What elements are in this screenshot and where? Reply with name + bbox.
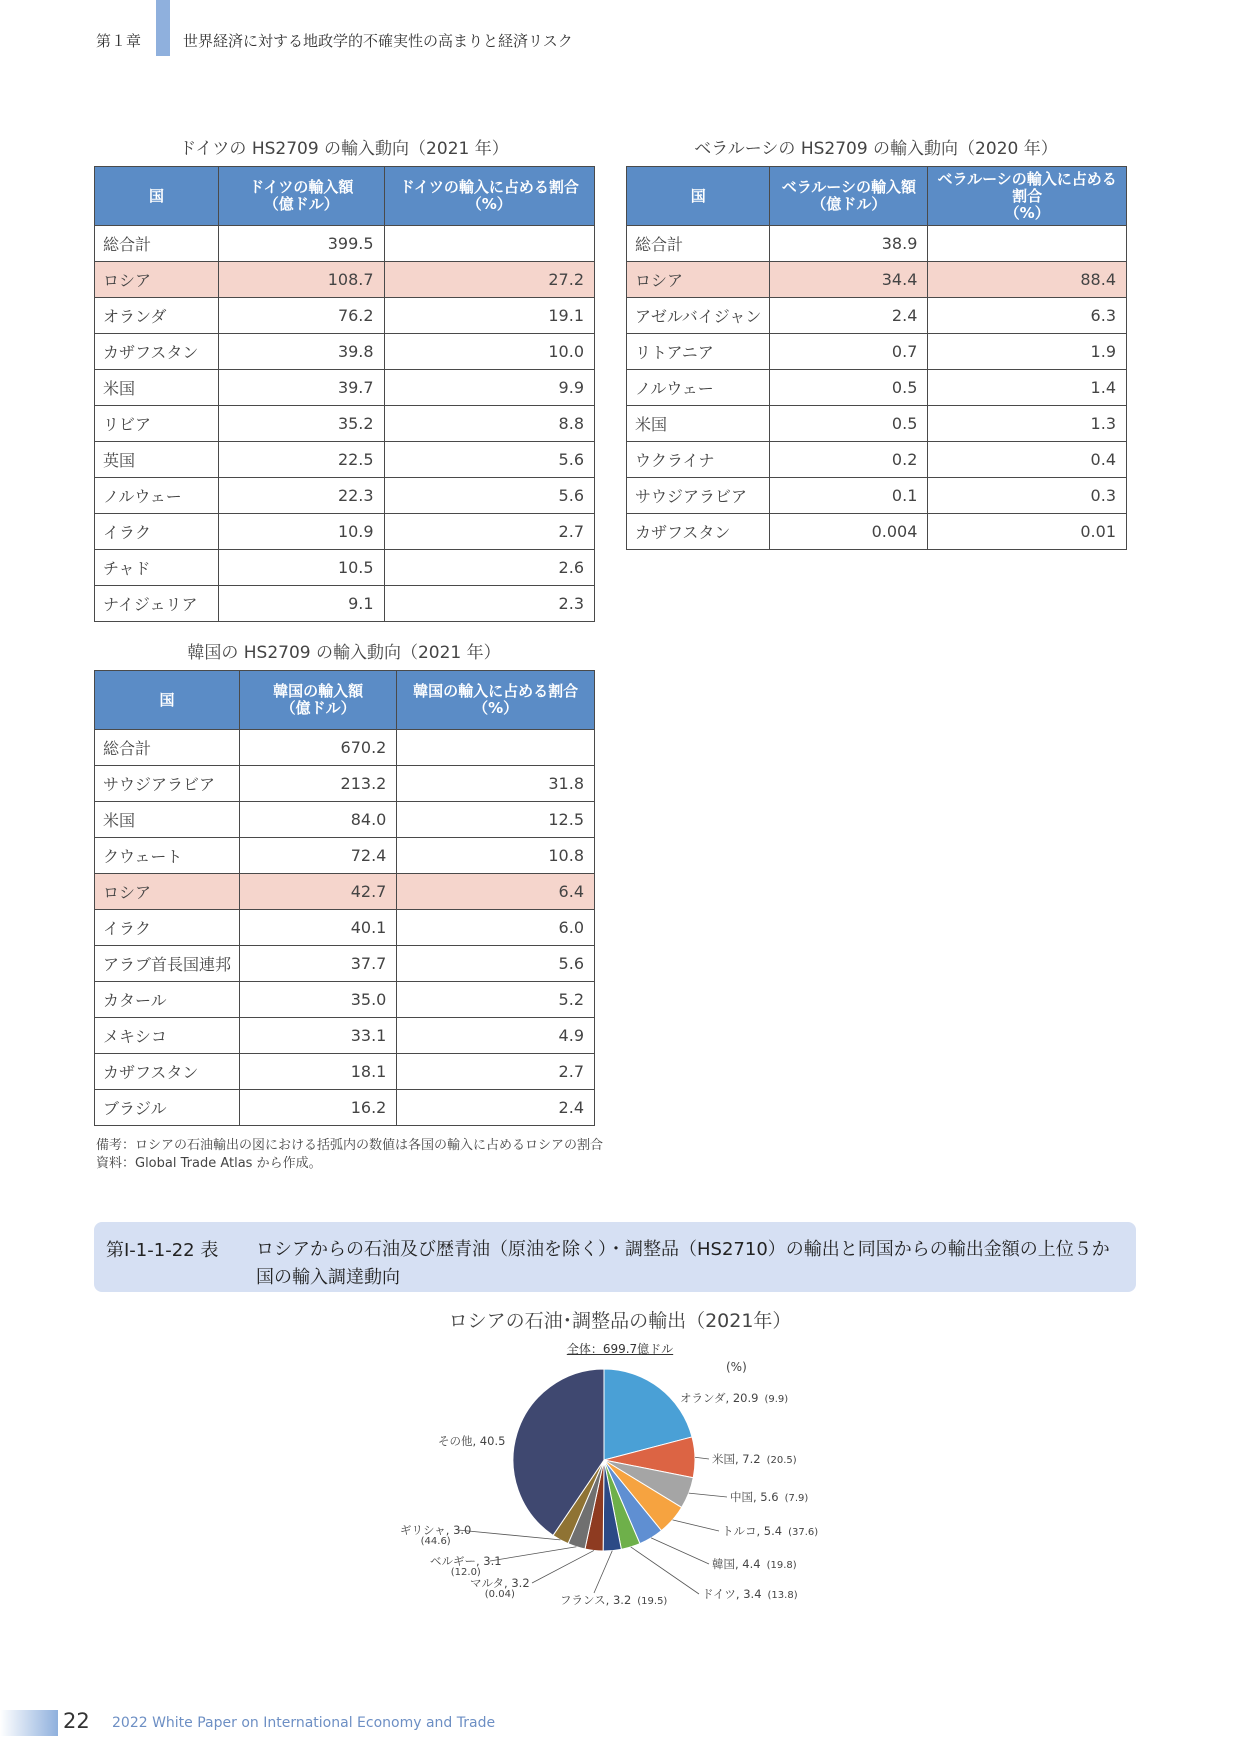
pie-unit: (%)	[726, 1360, 747, 1374]
table-caption: ロシアからの石油及び歴青油（原油を除く）・調整品（HS2710）の輸出と同国からの輸出金額の上位５か国の輸入調達動向	[256, 1239, 1110, 1288]
country-cell: 総合計	[95, 730, 240, 766]
share-cell: 6.0	[397, 910, 595, 946]
pie-label-share: (9.9)	[764, 1394, 789, 1405]
amount-cell: 38.9	[770, 226, 928, 262]
pie-label-share: (13.8)	[767, 1590, 798, 1601]
share-cell: 2.6	[384, 550, 594, 586]
share-cell: 2.7	[397, 1054, 595, 1090]
amount-cell: 0.7	[770, 334, 928, 370]
pie-leader-line-9	[458, 1530, 560, 1540]
pie-label-3	[722, 1523, 818, 1539]
belarus-header-2: ベラルーシの輸入に占める割合 （%）	[928, 167, 1127, 226]
country-cell: メキシコ	[95, 1018, 240, 1054]
country-cell: 米国	[95, 802, 240, 838]
pie-leader-line-5	[631, 1547, 699, 1594]
chapter-title: 世界経済に対する地政学的不確実性の高まりと経済リスク	[183, 32, 573, 50]
share-cell: 1.4	[928, 370, 1127, 406]
country-cell: イラク	[95, 514, 219, 550]
pie-leader-line-3	[672, 1520, 719, 1531]
country-cell: サウジアラビア	[95, 766, 240, 802]
pie-label-10	[438, 1433, 505, 1449]
korea-header-1: 韓国の輸入額 （億ドル）	[240, 671, 397, 730]
country-cell: オランダ	[95, 298, 219, 334]
share-cell: 5.6	[384, 478, 594, 514]
country-cell: アゼルバイジャン	[627, 298, 770, 334]
korea-table-title: 韓国の HS2709 の輸入動向（2021 年）	[187, 643, 501, 663]
country-cell: ロシア	[627, 262, 770, 298]
amount-cell: 16.2	[240, 1090, 397, 1126]
share-cell: 27.2	[384, 262, 594, 298]
share-cell: 2.4	[397, 1090, 595, 1126]
amount-cell: 0.004	[770, 514, 928, 550]
amount-cell: 9.1	[218, 586, 384, 622]
country-cell: リビア	[95, 406, 219, 442]
country-cell: カタール	[95, 982, 240, 1018]
amount-cell: 0.5	[770, 370, 928, 406]
country-cell: ロシア	[95, 874, 240, 910]
pie-label-0	[680, 1390, 788, 1406]
amount-cell: 213.2	[240, 766, 397, 802]
amount-cell: 10.9	[218, 514, 384, 550]
share-cell: 19.1	[384, 298, 594, 334]
country-cell: カザフスタン	[95, 1054, 240, 1090]
pie-label-share: (19.5)	[637, 1596, 668, 1607]
pie-label-share: (7.9)	[784, 1493, 809, 1504]
share-cell: 10.0	[384, 334, 594, 370]
amount-cell: 39.7	[218, 370, 384, 406]
country-cell: イラク	[95, 910, 240, 946]
share-cell: 0.4	[928, 442, 1127, 478]
share-cell: 31.8	[397, 766, 595, 802]
pie-label-7	[470, 1575, 530, 1600]
page-number: 22	[63, 1709, 90, 1733]
pie-label-name: ドイツ, 3.4	[702, 1587, 762, 1601]
amount-cell: 0.5	[770, 406, 928, 442]
pie-leader-line-2	[689, 1493, 727, 1497]
country-cell: カザフスタン	[627, 514, 770, 550]
pie-leader-line-4	[651, 1538, 709, 1564]
share-cell: 6.3	[928, 298, 1127, 334]
pie-label-name: オランダ, 20.9	[680, 1391, 759, 1405]
amount-cell: 33.1	[240, 1018, 397, 1054]
amount-cell: 34.4	[770, 262, 928, 298]
country-cell: チャド	[95, 550, 219, 586]
note-source: 資料：Global Trade Atlas から作成。	[96, 1156, 322, 1171]
table-number: 第Ⅰ-1-1-22 表	[106, 1240, 219, 1261]
korea-header-0: 国	[95, 671, 240, 730]
pie-leader-line-1	[695, 1457, 709, 1459]
amount-cell: 35.2	[218, 406, 384, 442]
amount-cell: 10.5	[218, 550, 384, 586]
pie-label-name: マルタ, 3.2	[470, 1576, 530, 1590]
country-cell: ウクライナ	[627, 442, 770, 478]
amount-cell: 72.4	[240, 838, 397, 874]
belarus-table-title: ベラルーシの HS2709 の輸入動向（2020 年）	[694, 139, 1058, 159]
share-cell: 1.3	[928, 406, 1127, 442]
share-cell: 2.3	[384, 586, 594, 622]
country-cell: アラブ首長国連邦	[95, 946, 240, 982]
belarus-header-1: ベラルーシの輸入額 （億ドル）	[770, 167, 928, 226]
pie-label-name: 米国, 7.2	[712, 1452, 761, 1466]
pie-label-6	[560, 1592, 667, 1608]
share-cell: 88.4	[928, 262, 1127, 298]
pie-label-name: フランス, 3.2	[560, 1593, 632, 1607]
pie-label-name: 中国, 5.6	[730, 1490, 779, 1504]
pie-leader-line-8	[490, 1547, 576, 1561]
pie-total: 全体：699.7億ドル	[566, 1342, 674, 1356]
korea-header-2: 韓国の輸入に占める割合 （%）	[397, 671, 595, 730]
share-cell: 4.9	[397, 1018, 595, 1054]
country-cell: クウェート	[95, 838, 240, 874]
country-cell: ナイジェリア	[95, 586, 219, 622]
amount-cell: 0.1	[770, 478, 928, 514]
share-cell: 8.8	[384, 406, 594, 442]
country-cell: ブラジル	[95, 1090, 240, 1126]
share-cell: 6.4	[397, 874, 595, 910]
amount-cell: 22.5	[218, 442, 384, 478]
country-cell: ノルウェー	[627, 370, 770, 406]
share-cell: 1.9	[928, 334, 1127, 370]
footer-text: 2022 White Paper on International Economy and Trade	[112, 1715, 496, 1731]
amount-cell: 0.2	[770, 442, 928, 478]
share-cell: 9.9	[384, 370, 594, 406]
share-cell: 12.5	[397, 802, 595, 838]
share-cell: 5.6	[384, 442, 594, 478]
country-cell: 米国	[95, 370, 219, 406]
amount-cell: 18.1	[240, 1054, 397, 1090]
country-cell: 総合計	[95, 226, 219, 262]
amount-cell: 84.0	[240, 802, 397, 838]
pie-label-name: ギリシャ, 3.0	[400, 1523, 472, 1537]
pie-label-name: トルコ, 5.4	[722, 1524, 783, 1538]
pie-label-5	[702, 1586, 798, 1602]
share-cell: 5.2	[397, 982, 595, 1018]
germany-table-title: ドイツの HS2709 の輸入動向（2021 年）	[179, 139, 509, 159]
amount-cell: 76.2	[218, 298, 384, 334]
amount-cell: 37.7	[240, 946, 397, 982]
pie-label-1	[712, 1451, 797, 1467]
share-cell: 2.7	[384, 514, 594, 550]
pie-label-share: (44.6)	[420, 1536, 451, 1547]
pie-label-name: その他, 40.5	[438, 1434, 506, 1448]
belarus-header-0: 国	[627, 167, 770, 226]
pie-chart-title: ロシアの石油･調整品の輸出（2021年）	[448, 1310, 792, 1332]
pie-label-share: (12.0)	[450, 1567, 481, 1578]
amount-cell: 670.2	[240, 730, 397, 766]
amount-cell: 40.1	[240, 910, 397, 946]
pie-label-name: 韓国, 4.4	[712, 1557, 761, 1571]
share-cell: 10.8	[397, 838, 595, 874]
germany-header-1: ドイツの輸入額 （億ドル）	[218, 167, 384, 226]
country-cell: ロシア	[95, 262, 219, 298]
country-cell: サウジアラビア	[627, 478, 770, 514]
country-cell: 総合計	[627, 226, 770, 262]
pie-label-4	[712, 1556, 797, 1572]
country-cell: リトアニア	[627, 334, 770, 370]
share-cell: 0.3	[928, 478, 1127, 514]
pie-label-share: (20.5)	[766, 1455, 797, 1466]
pie-label-share: (37.6)	[788, 1527, 819, 1538]
amount-cell: 39.8	[218, 334, 384, 370]
amount-cell: 35.0	[240, 982, 397, 1018]
note-remark: 備考：ロシアの石油輸出の図における括弧内の数値は各国の輸入に占めるロシアの割合	[96, 1138, 604, 1153]
pie-label-8	[430, 1553, 502, 1578]
germany-header-0: 国	[95, 167, 219, 226]
share-cell: 5.6	[397, 946, 595, 982]
pie-leader-line-6	[594, 1551, 612, 1593]
pie-leader-line-7	[532, 1550, 594, 1583]
share-cell: 0.01	[928, 514, 1127, 550]
amount-cell: 108.7	[218, 262, 384, 298]
country-cell: 英国	[95, 442, 219, 478]
amount-cell: 2.4	[770, 298, 928, 334]
chapter-number: 第１章	[96, 32, 142, 50]
country-cell: ノルウェー	[95, 478, 219, 514]
pie-label-share: (19.8)	[766, 1560, 797, 1571]
country-cell: カザフスタン	[95, 334, 219, 370]
pie-label-share: (0.04)	[484, 1589, 515, 1600]
germany-header-2: ドイツの輸入に占める割合 （%）	[384, 167, 594, 226]
amount-cell: 22.3	[218, 478, 384, 514]
amount-cell: 399.5	[218, 226, 384, 262]
amount-cell: 42.7	[240, 874, 397, 910]
pie-label-2	[730, 1489, 808, 1505]
pie-label-name: ベルギー, 3.1	[430, 1554, 502, 1568]
footer-bar	[0, 1710, 58, 1736]
country-cell: 米国	[627, 406, 770, 442]
pie-label-9	[400, 1522, 471, 1547]
